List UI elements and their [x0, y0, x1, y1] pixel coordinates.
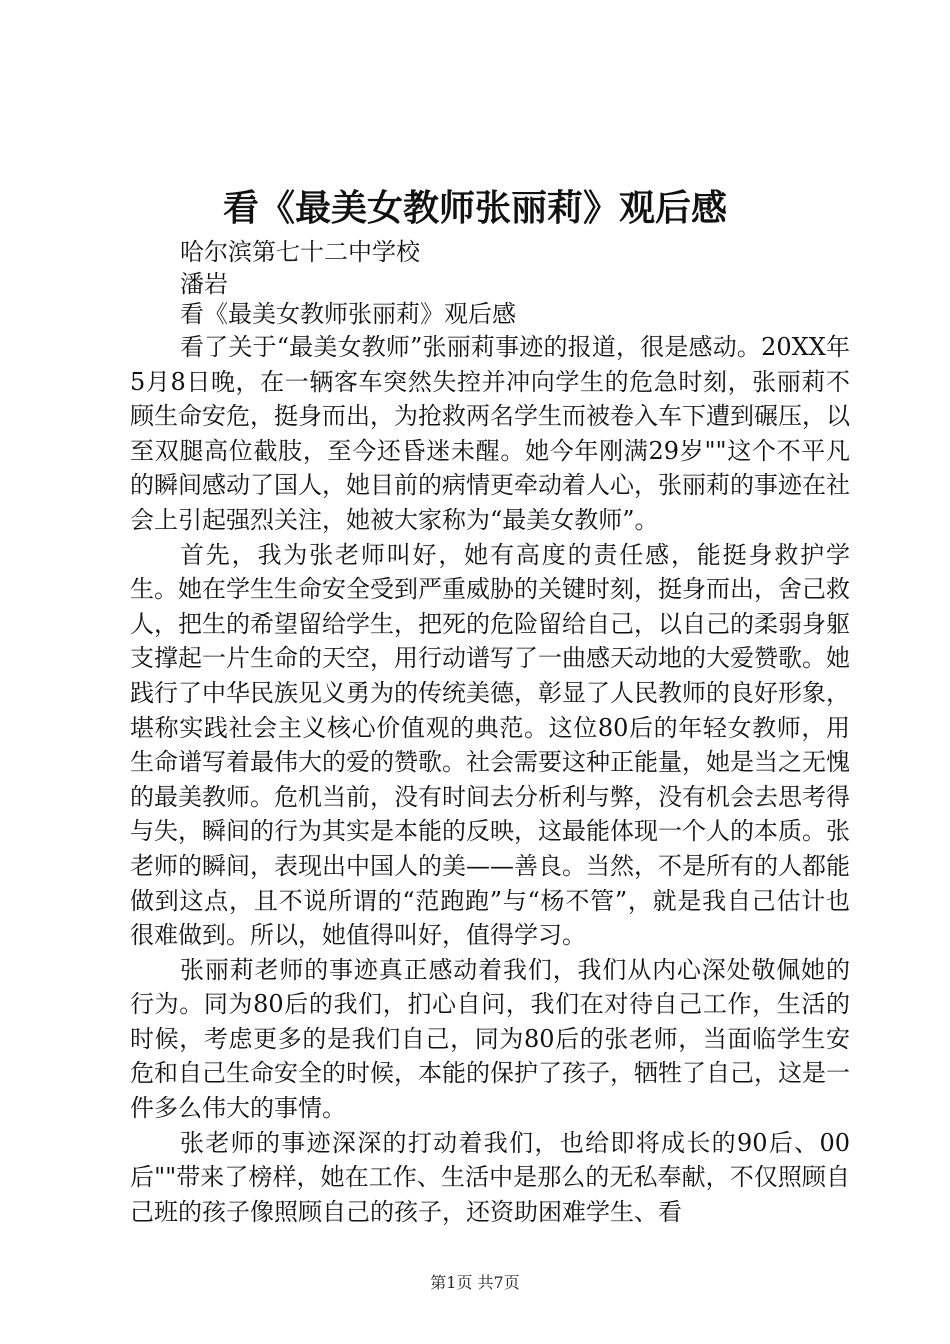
document-title: 看《最美女教师张丽莉》观后感	[222, 187, 727, 229]
page-number-footer: 第1页 共7页	[430, 1273, 520, 1292]
paragraph: 看了关于“最美女教师”张丽莉事迹的报道，很是感动。20XX年5月8日晚，在一辆客车突然失控并冲向学生的危急时刻，张丽莉不顾生命安危，挺身而出，为抢救两名学生而被卷入车下遭到碾压，以至双腿高位截肢，至今还昏迷未醒。她今年刚满29岁""这个不平凡的瞬间感动了国人，她目前的病情更牵动着人心，张丽莉的事迹在社会上引起强烈关注，她被大家称为“最美女教师”。	[130, 333, 850, 534]
paragraph: 张丽莉老师的事迹真正感动着我们，我们从内心深处敬佩她的行为。同为80后的我们，扪心自问，我们在对待自己工作，生活的时候，考虑更多的是我们自己，同为80后的张老师，当面临学生安危和自己生命安全的时候，本能的保护了孩子，牺牲了自己，这是一件多么伟大的事情。	[130, 955, 850, 1123]
paragraph: 首先，我为张老师叫好，她有高度的责任感，能挺身救护学生。她在学生生命安全受到严重威胁的关键时刻，挺身而出，舍己救人，把生的希望留给学生，把死的危险留给自己，以自己的柔弱身躯支撑起一片生命的天空，用行动谱写了一曲感天动地的大爱赞歌。她践行了中华民族见义勇为的传统美德，彰显了人民教师的良好形象，堪称实践社会主义核心价值观的典范。这位80后的年轻女教师，用生命谱写着最伟大的爱的赞歌。社会需要这种正能量，她是当之无愧的最美教师。危机当前，没有时间去分析利与弊，没有机会去思考得与失，瞬间的行为其实是本能的反映，这最能体现一个人的本质。张老师的瞬间，表现出中国人的美——善良。当然，不是所有的人都能做到这点，且不说所谓的“范跑跑”与“杨不管”，就是我自己估计也很难做到。所以，她值得叫好，值得学习。	[130, 540, 850, 950]
document-subtitle: 看《最美女教师张丽莉》观后感	[180, 300, 516, 328]
author-name: 潘岩	[180, 270, 228, 298]
paragraph: 张老师的事迹深深的打动着我们，也给即将成长的90后、00后""带来了榜样，她在工作、生活中是那么的无私奉献，不仅照顾自己班的孩子像照顾自己的孩子，还资助困难学生、看	[130, 1128, 850, 1226]
document-body	[130, 330, 850, 1229]
school-name: 哈尔滨第七十二中学校	[180, 238, 420, 266]
